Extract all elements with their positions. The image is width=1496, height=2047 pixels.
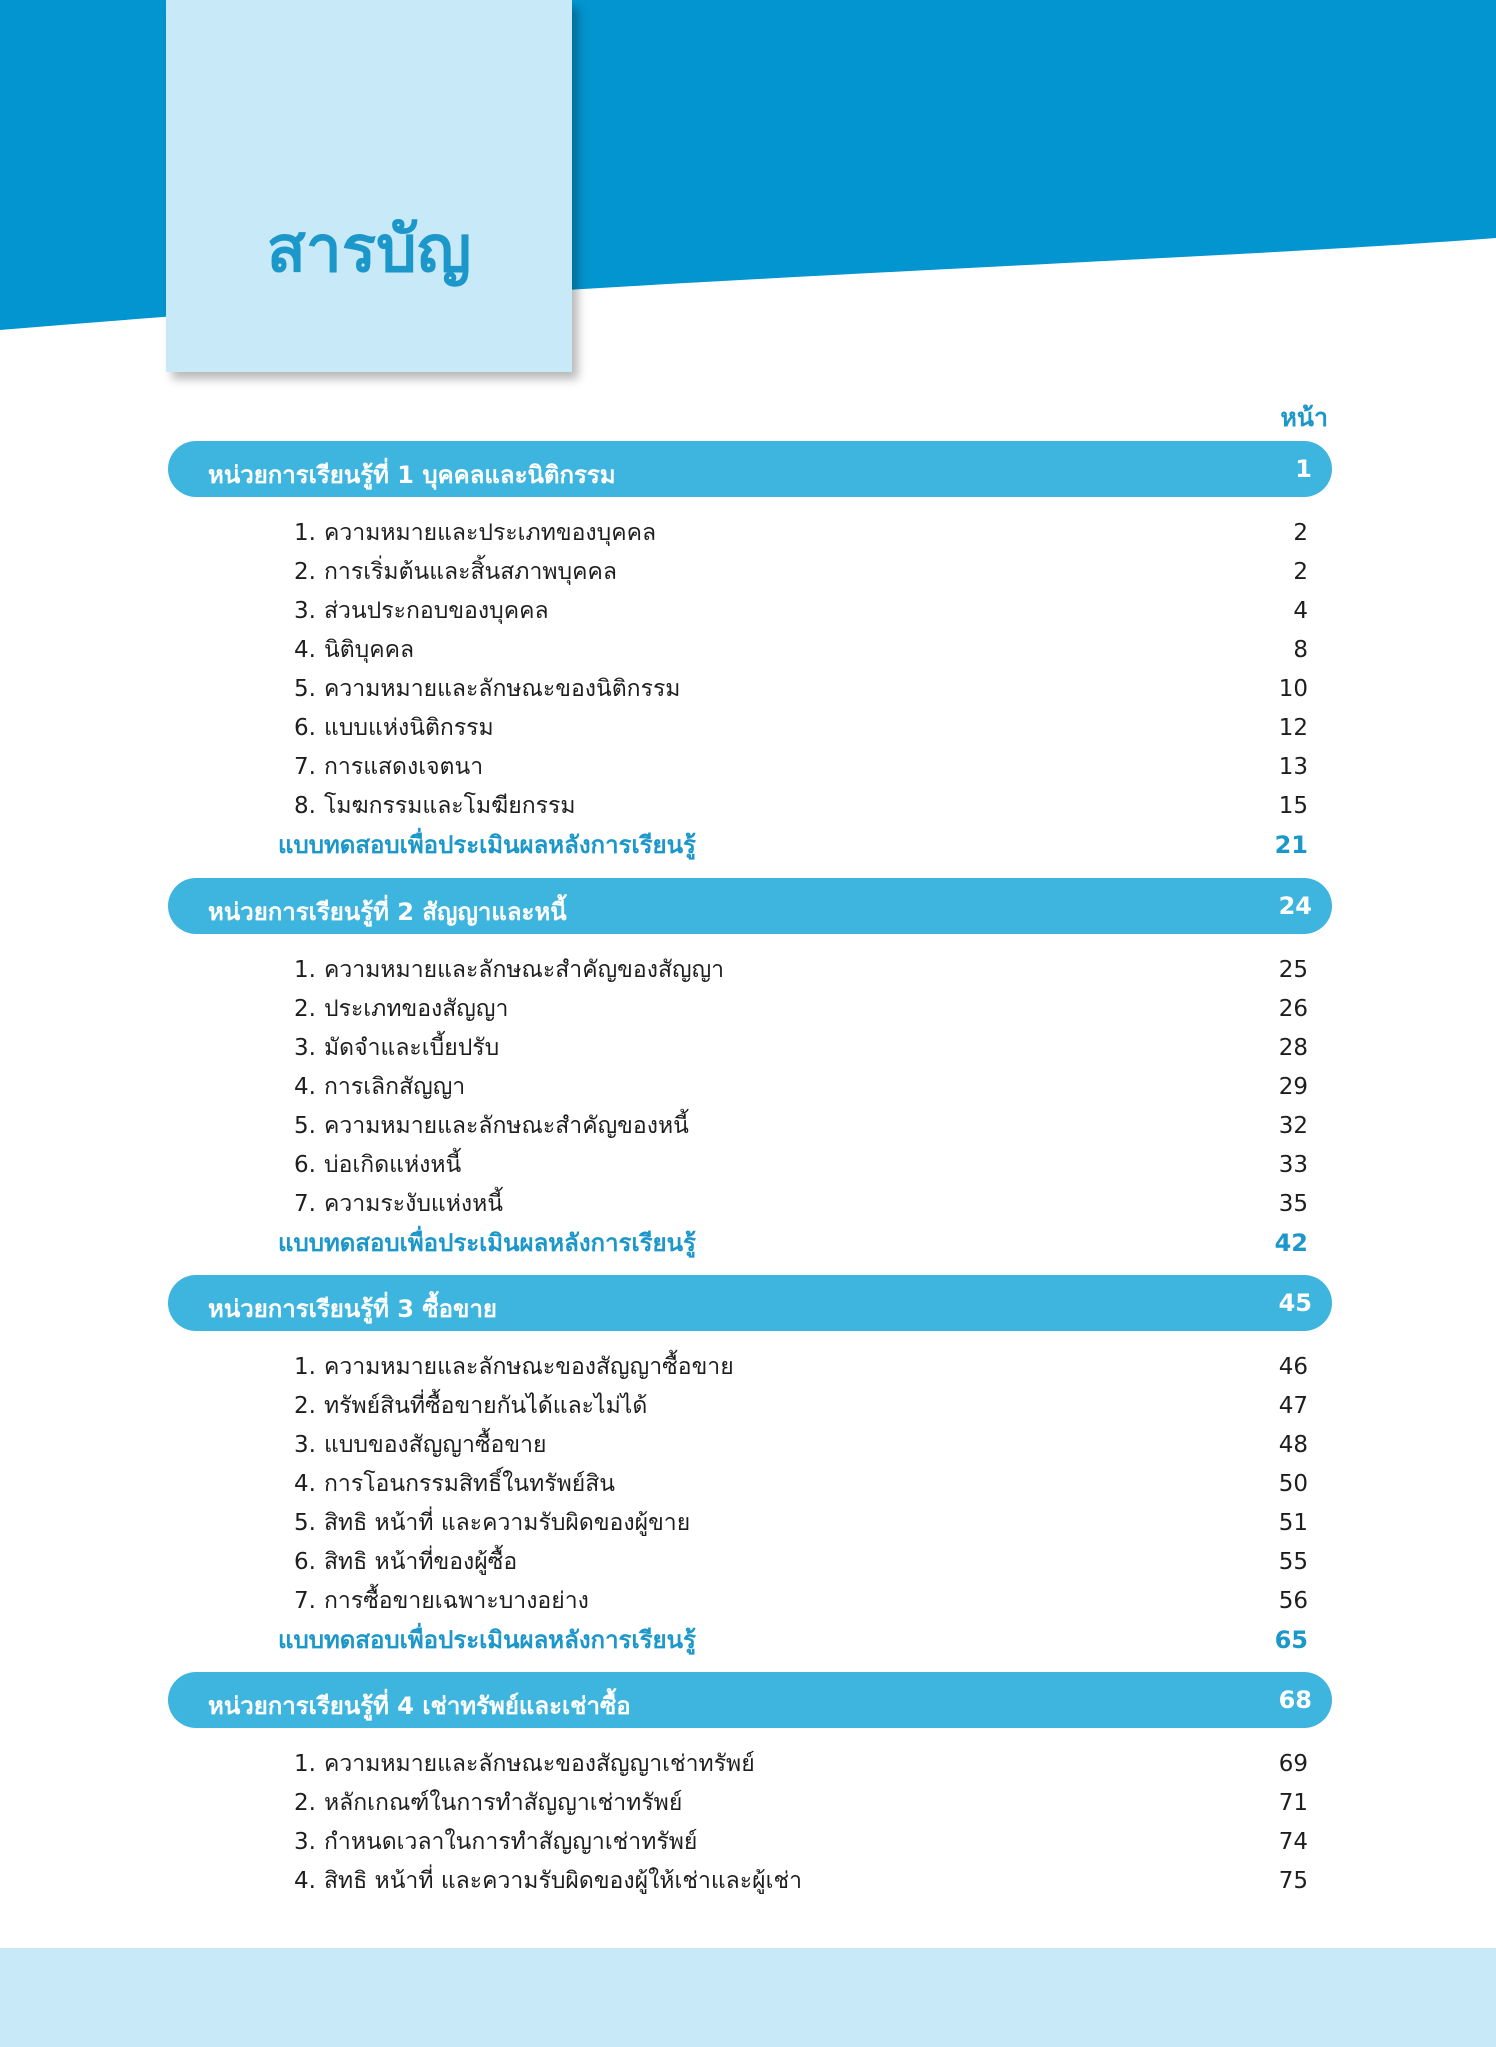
toc-item[interactable] [294, 1429, 1308, 1461]
toc-item[interactable] [294, 1865, 1308, 1897]
toc-test-item[interactable] [278, 828, 1308, 862]
toc-item[interactable] [294, 712, 1308, 744]
item-number: 3. [294, 1432, 316, 1458]
unit-page: 1 [1295, 455, 1312, 483]
item-page: 32 [1278, 1113, 1308, 1139]
toc-item[interactable] [294, 1748, 1308, 1780]
toc-item[interactable] [294, 1546, 1308, 1578]
item-page: 15 [1278, 793, 1308, 819]
item-number: 1. [294, 1354, 316, 1380]
item-number: 6. [294, 1152, 316, 1178]
toc-item[interactable] [294, 1188, 1308, 1220]
item-number: 4. [294, 1868, 316, 1894]
test-page: 21 [1274, 831, 1308, 859]
item-page: 56 [1278, 1588, 1308, 1614]
item-title: ความหมายและลักษณะสำคัญของหนี้ [324, 1113, 689, 1139]
toc-item[interactable] [294, 595, 1308, 627]
item-page: 46 [1278, 1354, 1308, 1380]
item-page: 51 [1278, 1510, 1308, 1536]
item-number: 2. [294, 1790, 316, 1816]
item-number: 6. [294, 715, 316, 741]
item-page: 74 [1278, 1829, 1308, 1855]
item-number: 3. [294, 598, 316, 624]
item-page: 4 [1293, 598, 1308, 624]
toc-item[interactable] [294, 1507, 1308, 1539]
toc-item[interactable] [294, 751, 1308, 783]
item-title: ความหมายและลักษณะของสัญญาซื้อขาย [324, 1354, 734, 1380]
toc-item[interactable] [294, 1468, 1308, 1500]
item-number: 2. [294, 996, 316, 1022]
item-page: 25 [1278, 957, 1308, 983]
item-title: สิทธิ หน้าที่ของผู้ซื้อ [324, 1549, 518, 1575]
item-number: 3. [294, 1829, 316, 1855]
title-box [166, 0, 572, 372]
toc-item[interactable] [294, 954, 1308, 986]
item-page: 69 [1278, 1751, 1308, 1777]
item-title: หลักเกณฑ์ในการทำสัญญาเช่าทรัพย์ [324, 1790, 683, 1816]
item-number: 6. [294, 1549, 316, 1575]
item-number: 7. [294, 1588, 316, 1614]
toc-item[interactable] [294, 673, 1308, 705]
toc-test-item[interactable] [278, 1226, 1308, 1260]
item-page: 2 [1293, 559, 1308, 585]
item-number: 1. [294, 957, 316, 983]
unit-header[interactable] [168, 1275, 1332, 1331]
item-title: การแสดงเจตนา [324, 754, 484, 780]
item-title: ประเภทของสัญญา [324, 996, 509, 1022]
item-number: 2. [294, 559, 316, 585]
test-title: แบบทดสอบเพื่อประเมินผลหลังการเรียนรู้ [278, 1626, 696, 1654]
unit-header[interactable] [168, 441, 1332, 497]
item-page: 12 [1278, 715, 1308, 741]
item-title: ความหมายและลักษณะของสัญญาเช่าทรัพย์ [324, 1751, 755, 1777]
page-title: สารบัญ [266, 213, 472, 287]
item-title: กำหนดเวลาในการทำสัญญาเช่าทรัพย์ [324, 1829, 698, 1855]
item-number: 4. [294, 1471, 316, 1497]
toc-item[interactable] [294, 790, 1308, 822]
item-page: 75 [1278, 1868, 1308, 1894]
unit-header[interactable] [168, 1672, 1332, 1728]
item-title: ส่วนประกอบของบุคคล [324, 598, 549, 624]
item-number: 7. [294, 754, 316, 780]
item-number: 1. [294, 520, 316, 546]
toc-item[interactable] [294, 1585, 1308, 1617]
toc-item[interactable] [294, 1787, 1308, 1819]
unit-title: หน่วยการเรียนรู้ที่ 2 สัญญาและหนี้ [208, 898, 567, 926]
item-title: การเริ่มต้นและสิ้นสภาพบุคคล [324, 559, 618, 585]
item-number: 4. [294, 637, 316, 663]
unit-title: หน่วยการเรียนรู้ที่ 3 ซื้อขาย [208, 1295, 497, 1323]
unit-header[interactable] [168, 878, 1332, 934]
item-title: ความระงับแห่งหนี้ [324, 1191, 504, 1217]
unit-page: 45 [1278, 1289, 1312, 1317]
test-page: 65 [1274, 1626, 1308, 1654]
item-number: 1. [294, 1751, 316, 1777]
item-number: 7. [294, 1191, 316, 1217]
unit-title: หน่วยการเรียนรู้ที่ 4 เช่าทรัพย์และเช่าซื้อ [208, 1692, 631, 1720]
item-number: 5. [294, 676, 316, 702]
toc-item[interactable] [294, 1110, 1308, 1142]
test-page: 42 [1274, 1229, 1308, 1257]
item-title: ความหมายและประเภทของบุคคล [324, 520, 657, 546]
item-title: การเลิกสัญญา [324, 1074, 466, 1100]
item-title: ความหมายและลักษณะของนิติกรรม [324, 676, 681, 702]
item-title: สิทธิ หน้าที่ และความรับผิดของผู้ขาย [324, 1510, 691, 1536]
item-page: 28 [1278, 1035, 1308, 1061]
toc-item[interactable] [294, 1351, 1308, 1383]
item-page: 2 [1293, 520, 1308, 546]
item-page: 50 [1278, 1471, 1308, 1497]
item-number: 5. [294, 1510, 316, 1536]
toc-item[interactable] [294, 556, 1308, 588]
item-page: 35 [1278, 1191, 1308, 1217]
toc-item[interactable] [294, 1149, 1308, 1181]
item-page: 29 [1278, 1074, 1308, 1100]
footer-band [0, 1948, 1496, 2047]
toc-item[interactable] [294, 634, 1308, 666]
item-number: 5. [294, 1113, 316, 1139]
item-number: 2. [294, 1393, 316, 1419]
item-number: 4. [294, 1074, 316, 1100]
toc-item[interactable] [294, 1390, 1308, 1422]
item-page: 26 [1278, 996, 1308, 1022]
item-number: 8. [294, 793, 316, 819]
item-title: มัดจำและเบี้ยปรับ [324, 1035, 500, 1061]
test-title: แบบทดสอบเพื่อประเมินผลหลังการเรียนรู้ [278, 831, 696, 859]
item-title: แบบของสัญญาซื้อขาย [324, 1432, 547, 1458]
item-title: ความหมายและลักษณะสำคัญของสัญญา [324, 957, 725, 983]
item-title: สิทธิ หน้าที่ และความรับผิดของผู้ให้เช่าและผู้เช่า [324, 1868, 802, 1894]
item-page: 8 [1293, 637, 1308, 663]
item-page: 48 [1278, 1432, 1308, 1458]
toc-item[interactable] [294, 517, 1308, 549]
toc-item[interactable] [294, 1826, 1308, 1858]
toc-item[interactable] [294, 1032, 1308, 1064]
item-page: 13 [1278, 754, 1308, 780]
item-title: แบบแห่งนิติกรรม [324, 715, 494, 741]
toc-item[interactable] [294, 1071, 1308, 1103]
item-title: บ่อเกิดแห่งหนี้ [324, 1152, 462, 1178]
item-title: นิติบุคคล [324, 637, 415, 663]
unit-page: 24 [1278, 892, 1312, 920]
item-title: การซื้อขายเฉพาะบางอย่าง [324, 1588, 589, 1614]
item-page: 71 [1278, 1790, 1308, 1816]
item-page: 47 [1278, 1393, 1308, 1419]
item-title: โมฆกรรมและโมฆียกรรม [324, 793, 576, 819]
unit-title: หน่วยการเรียนรู้ที่ 1 บุคคลและนิติกรรม [208, 461, 616, 489]
item-page: 55 [1278, 1549, 1308, 1575]
unit-page: 68 [1278, 1686, 1312, 1714]
item-page: 33 [1278, 1152, 1308, 1178]
item-title: ทรัพย์สินที่ซื้อขายกันได้และไม่ได้ [324, 1393, 648, 1419]
test-title: แบบทดสอบเพื่อประเมินผลหลังการเรียนรู้ [278, 1229, 696, 1257]
item-title: การโอนกรรมสิทธิ์ในทรัพย์สิน [324, 1471, 615, 1497]
item-page: 10 [1278, 676, 1308, 702]
page-column-label: หน้า [1280, 403, 1328, 432]
item-number: 3. [294, 1035, 316, 1061]
toc-item[interactable] [294, 993, 1308, 1025]
toc-test-item[interactable] [278, 1623, 1308, 1657]
